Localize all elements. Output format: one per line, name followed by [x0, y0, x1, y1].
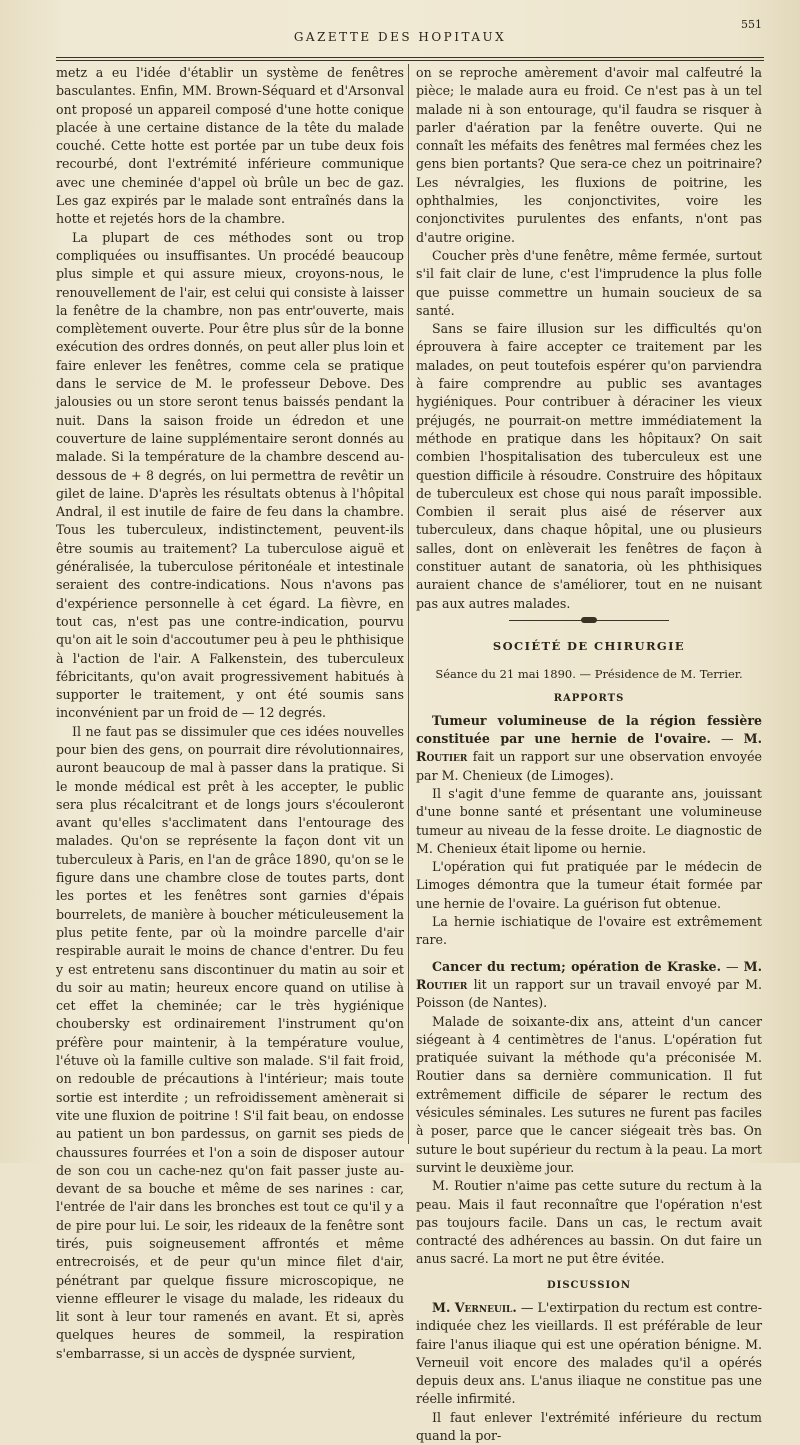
- report-2-body: lit un rapport sur un travail envoyé par M. Poisson (de Nantes).: [416, 976, 762, 1011]
- report-2-author: M. Routier: [416, 958, 762, 992]
- report-1-dash: —: [721, 731, 744, 747]
- left-paragraph-1: metz a eu l'idée d'établir un système de fenêtres basculantes. Enfin, MM. Brown-Séquard et d'Arsonval ont proposé un appareil composé d'une hotte conique placée à une certaine distance de la tête du malade couché. Cette hotte est portée par un tube deux fois recourbé, dont l'extrémité inférieure communique avec une cheminée d'appel où brûle un bec de gaz. Les gaz expirés par le malade sont entraînés dans la hotte et rejetés hors de la chambre.: [56, 65, 404, 227]
- section-ornament: [509, 617, 669, 625]
- society-title: SOCIÉTÉ DE CHIRURGIE: [492, 638, 686, 653]
- discussion-paragraph-1: [416, 1299, 762, 1409]
- header-rule: [56, 57, 764, 61]
- report-1-paragraph-4: La hernie ischiatique de l'ovaire est extrêmement rare.: [416, 914, 762, 948]
- right-paragraph-3: Sans se faire illusion sur les difficultés qu'on éprouvera à faire accepter ce traitement par les malades, on peut toutefois espérer qu'on parviendra à faire comprendre au public ses avantages hygiéniques. Pour contribuer à déraciner les vieux préjugés, ne pourrait-on mettre immédiatement la méthode en pratique dans les hôpitaux? On sait combien l'hospitalisation des tuberculeux est une question difficile à résoudre. Construire des hôpitaux de tuberculeux est chose qui nous paraît impossible. Combien il serait plus aisé de réserver aux tuberculeux, dans chaque hôpital, une ou plusieurs salles, dont on enlèverait les fenêtres de façon à constituer autant de sanatoria, où les phthisiques auraient chance de s'améliorer, tout en ne nuisant pas aux autres malades.: [416, 321, 762, 611]
- discussion-author: M. Verneuil.: [432, 1300, 517, 1315]
- discussion-title: DISCUSSION: [546, 1279, 631, 1291]
- report-2-dash: —: [726, 958, 744, 974]
- running-head: [0, 18, 800, 50]
- left-column: [56, 64, 404, 1363]
- right-paragraph-2: Coucher près d'une fenêtre, même fermée, surtout s'il fait clair de lune, c'est l'imprudence la plus folle que puisse commettre un humain soucieux de sa santé.: [416, 247, 762, 318]
- discussion-paragraph-2: Il faut enlever l'extrémité inférieure du rectum quand la por-: [416, 1409, 762, 1444]
- discussion-dash: —: [520, 1300, 538, 1315]
- report-1-intro: [416, 712, 762, 785]
- page-number: 551: [741, 18, 762, 31]
- left-paragraph-2: La plupart de ces méthodes sont ou trop compliquées ou insuffisantes. Un procédé beaucoup plus simple et qui assure mieux, croyons-nous, le renouvellement de l'air, est celui qui consiste à laisser la fenêtre de la chambre, non pas entr'ouverte, mais complètement ouverte. Pour être plus sûr de la bonne exécution des ordres donnés, on peut aller plus loin et faire enlever les fenêtres, comme cela se pratique dans le service de M. le professeur Debove. Des jalousies ou un store seront tenus baissés pendant la nuit. Dans la saison froide un édredon et une couverture de laine supplémentaire seront donnés au malade. Si la température de la chambre descend au-dessous de + 8 degrés, on lui permettra de revêtir un gilet de laine. D'après les résultats obtenus à l'hôpital Andral, il est inutile de faire de feu dans la chambre. Tous les tuberculeux, indistinctement, peuvent-ils être soumis au traitement? La tuberculose aiguë et généralisée, la tuberculose péritonéale et intestinale seraient des contre-indications. Nous n'avons pas d'expérience personnelle à cet égard. La fièvre, en tout cas, n'est pas une contre-indication, pourvu qu'on ait le soin d'accoutumer peu à peu le phthisique à l'action de l'air. A Falkenstein, des tuberculeux fébricitants, qu'on avait progressivement habitués à supporter le traitement, y ont été soumis sans inconvénient par un froid de — 12 degrés.: [56, 229, 404, 721]
- session-line: Séance du 21 mai 1890. — Présidence de M. Terrier.: [435, 667, 743, 682]
- page-header-title: GAZETTE DES HOPITAUX: [293, 30, 507, 44]
- report-1-body: fait un rapport sur une observation envoyée par M. Chenieux (de Limoges).: [416, 749, 762, 783]
- right-paragraph-1: on se reproche amèrement d'avoir mal calfeutré la pièce; le malade aura eu froid. Ce n'est pas à un tel malade ni à son entourage, qu'il faudra se risquer à parler d'aération par la fenêtre ouverte. Qui ne connaît les méfaits des fenêtres mal fermées chez les gens bien portants? Que sera-ce chez un poitrinaire? Les névralgies, les fluxions de poitrine, les ophthalmies, les conjonctivites, voire les conjonctivites purulentes des enfants, n'ont pas d'autre origine.: [416, 65, 762, 245]
- report-1-heading: Tumeur volumineuse de la région fessière constituée par une hernie de l'ovaire.: [416, 712, 762, 747]
- report-1-paragraph-2: Il s'agit d'une femme de quarante ans, jouissant d'une bonne santé et présentant une volumineuse tumeur au niveau de la fesse droite. Le diagnostic de M. Chenieux était lipome ou hernie.: [416, 785, 762, 856]
- reports-title: RAPPORTS: [553, 692, 625, 704]
- discussion-body: L'extirpation du rectum est contre-indiquée chez les vieillards. Il est préférable de leur faire l'anus iliaque qui est une opération bénigne. M. Verneuil voit encore des malades qu'il a opérés depuis deux ans. L'anus iliaque ne constitue pas une réelle infirmité.: [416, 1300, 762, 1407]
- report-2-paragraph-3: M. Routier n'aime pas cette suture du rectum à la peau. Mais il faut reconnaître que l'opération n'est pas toujours facile. Dans un cas, le rectum avait contracté des adhérences au bassin. On dut faire un anus sacré. La mort ne put être évitée.: [416, 1178, 762, 1267]
- column-divider: [408, 64, 409, 1144]
- report-1-paragraph-3: L'opération qui fut pratiquée par le médecin de Limoges démontra que la tumeur était formée par une hernie de l'ovaire. La guérison fut obtenue.: [416, 859, 762, 911]
- left-paragraph-3: Il ne faut pas se dissimuler que ces idées nouvelles pour bien des gens, on pourrait dire révolutionnaires, auront beaucoup de mal à passer dans la pratique. Si le monde médical est prêt à les accepter, le public sera plus récalcitrant et de longs jours s'écouleront avant qu'elles s'acclimatent dans l'entourage des malades. Qu'on se représente la façon dont vit un tuberculeux à Paris, en l'an de grâce 1890, qu'on se le figure dans une chambre close de toutes parts, dont les portes et les fenêtres sont garnies d'épais bourrelets, de manière à boucher méticuleusement la plus petite fente, par où la moindre parcelle d'air respirable aurait le moins de chance d'entrer. Du feu y est entretenu sans discontinuer du matin au soir et du soir au matin; heureux encore quand on utilise à cet effet la cheminée; car le très hygiénique choubersky est ordinairement l'instrument qu'on préfère pour maintenir, à la température voulue, l'étuve où la famille cultive son malade. S'il fait froid, on redouble de précautions à l'intérieur; mais toute sortie est interdite ; un refroidissement amènerait si vite une fluxion de poitrine ! S'il fait beau, on endosse au patient un bon pardessus, on garnit ses pieds de chaussures fourrées et l'on a soin de disposer autour de son cou un cache-nez qu'on fait passer juste au-devant de sa bouche et même de ses narines : car, l'entrée de l'air dans les bronches est tout ce qu'il y a de pire pour lui. Le soir, les rideaux de la fenêtre sont tirés, puis soigneusement affrontés et même entrecroisés, et de peur qu'un mince filet d'air, pénétrant par quelque fissure microscopique, ne vienne effleurer le visage du malade, les rideaux du lit sont à leur tour ramenés en avant. Et si, après quelques heures de sommeil, la respiration s'embarrasse, si un accès de dyspnée survient,: [56, 723, 404, 1361]
- report-2-intro: [416, 958, 762, 1013]
- report-2-paragraph-2: Malade de soixante-dix ans, atteint d'un cancer siégeant à 4 centimètres de l'anus. L'opération fut pratiquée suivant la méthode qu'a préconisée M. Routier dans sa dernière communication. Il fut extrêmement difficile de séparer le rectum des vésicules séminales. Les sutures ne furent pas faciles à poser, parce que le cancer siégeait très bas. On suture le bout supérieur du rectum à la peau. La mort survint le deuxième jour.: [416, 1013, 762, 1175]
- report-1-author: M. Routier: [416, 731, 762, 765]
- right-column: [416, 64, 762, 1445]
- report-2-heading: Cancer du rectum; opération de Kraske.: [432, 958, 721, 974]
